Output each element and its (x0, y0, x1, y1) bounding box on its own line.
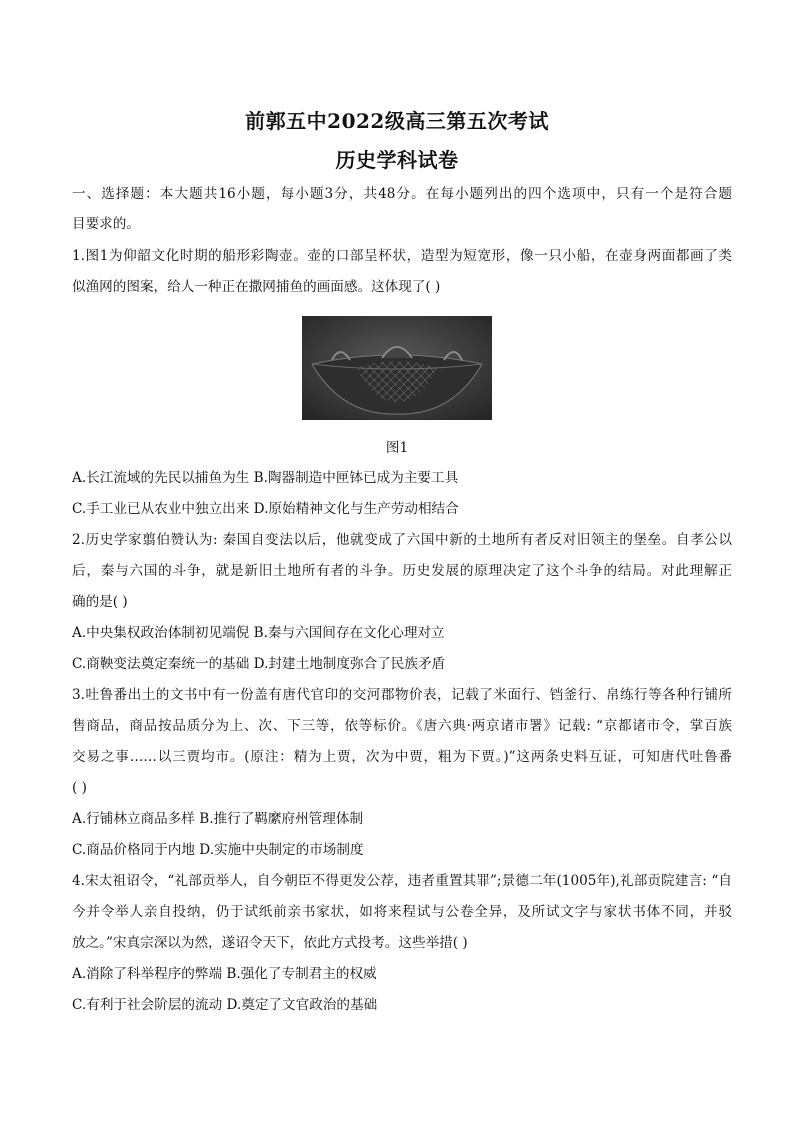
exam-subtitle: 历史学科试卷 (335, 148, 459, 172)
question-4-stem: 4.宋太祖诏令，“礼部贡举人，自今朝臣不得更发公荐，违者重置其罪”;景德二年(1005年),礼部贡院建言: “自 (72, 873, 732, 889)
question-1-stem: 1.图1为仰韶文化时期的船形彩陶壶。壶的口部呈杯状，造型为短宽形，像一只小船，在壶身两面都画了类 (72, 248, 732, 264)
question-1-stem: 似渔网的图案，给人一种正在撒网捕鱼的画面感。这体现了( ) (72, 279, 441, 295)
question-2-stem: 后，秦与六国的斗争，就是新旧土地所有者的斗争。历史发展的原理决定了这个斗争的结局。对此理解正 (72, 563, 732, 579)
section-intro-line: 一、选择题：本大题共16小题，每小题3分，共48分。在每小题列出的四个选项中，只有一个是符合题 (72, 186, 732, 202)
question-3-stem: ( ) (72, 780, 87, 796)
question-3-stem: 3.吐鲁番出土的文书中有一份盖有唐代官印的交河郡物价表，记载了米面行、铛釜行、帛练行等各种行铺所 (72, 687, 732, 703)
question-2-stem: 确的是( ) (72, 594, 128, 610)
boat-shaped-pot-illustration (302, 316, 492, 420)
figure-caption: 图1 (385, 440, 409, 456)
section-intro-line: 目要求的。 (72, 216, 140, 232)
question-4-option: A.消除了科举程序的弊端 B.强化了专制君主的权威 (72, 966, 377, 982)
question-2-stem: 2.历史学家翦伯赞认为: 秦国自变法以后，他就变成了六国中新的土地所有者反对旧领主的堡垒。自孝公以 (72, 532, 732, 548)
question-1-option: A.长江流域的先民以捕鱼为生 B.陶器制造中匣钵已成为主要工具 (72, 470, 459, 486)
question-3-stem: 售商品，商品按品质分为上、次、下三等，依等标价。《唐六典·两京诸市署》记载: “京都诸市令，掌百族 (72, 718, 732, 734)
question-3-option: A.行铺林立商品多样 B.推行了羁縻府州管理体制 (72, 811, 364, 827)
question-4-option: C.有利于社会阶层的流动 D.奠定了文官政治的基础 (72, 997, 378, 1013)
question-4-stem: 今并令举人亲自投纳，仍于试纸前亲书家状，如将来程试与公卷全异，及所试文字与家状书体不同，并驳 (72, 904, 732, 920)
question-1-option: C.手工业已从农业中独立出来 D.原始精神文化与生产劳动相结合 (72, 501, 459, 517)
question-3-stem: 交易之事……以三贾均市。(原注：精为上贾，次为中贾，粗为下贾。)”这两条史料互证，可知唐代吐鲁番 (72, 749, 732, 765)
exam-title: 前郭五中2022级高三第五次考试 (245, 109, 549, 133)
question-2-option: C.商鞅变法奠定秦统一的基础 D.封建土地制度弥合了民族矛盾 (72, 656, 446, 672)
question-3-option: C.商品价格同于内地 D.实施中央制定的市场制度 (72, 842, 364, 858)
question-2-option: A.中央集权政治体制初见端倪 B.秦与六国间存在文化心理对立 (72, 625, 445, 641)
pottery-pot-image (302, 316, 492, 420)
question-4-stem: 放之。”宋真宗深以为然，遂诏令天下，依此方式投考。这些举措( ) (72, 935, 468, 951)
